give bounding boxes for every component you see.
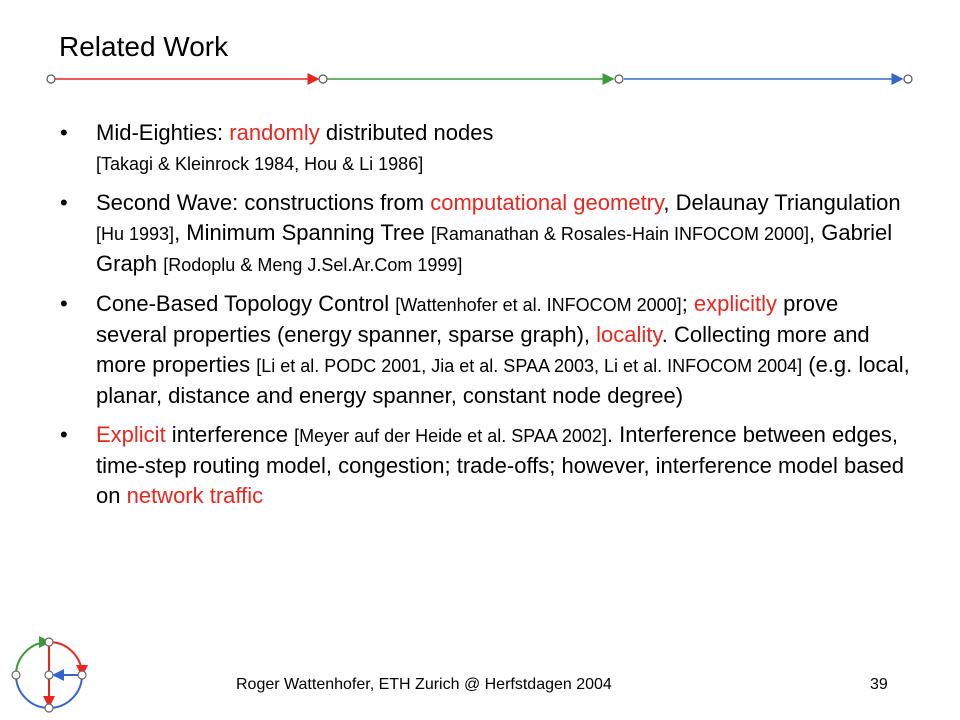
highlight-text: randomly: [229, 120, 320, 145]
citation: [Ramanathan & Rosales-Hain INFOCOM 2000]: [430, 224, 810, 244]
bullet-dot: •: [60, 422, 68, 447]
highlight-text: Explicit: [96, 422, 166, 447]
bullet-text: . Collecting more and more properties: [96, 322, 870, 377]
slide-title: Related Work: [59, 31, 229, 62]
footer-text: Roger Wattenhofer, ETH Zurich @ Herfstdagen 2004: [236, 676, 612, 693]
bullet-text: interference: [165, 422, 295, 447]
bullet-list: [60, 118, 910, 520]
bullet-text: ;: [681, 291, 694, 316]
bullet-text: , Delaunay Triangulation: [663, 190, 901, 215]
header-rule-graph-icon: [40, 64, 920, 94]
bullet-text: , Gabriel Graph: [96, 220, 893, 276]
highlight-text: locality: [596, 322, 662, 347]
highlight-text: explicitly: [693, 291, 778, 316]
bullet-text: , Minimum Spanning Tree: [174, 220, 431, 245]
bullet-text: . Interference between edges, time-step routing model, congestion; trade-offs; however, interference model based on: [96, 422, 904, 508]
highlight-text: network traffic: [126, 483, 264, 508]
bullet-cone-based: [60, 289, 910, 411]
bullet-second-wave: [60, 188, 910, 280]
graph-logo-icon: [6, 632, 92, 718]
citation: [Takagi & Kleinrock 1984, Hou & Li 1986]: [96, 154, 424, 174]
citation: [Rodoplu & Meng J.Sel.Ar.Com 1999]: [163, 255, 463, 275]
bullet-dot: •: [60, 190, 68, 215]
bullet-text: prove several properties (energy spanner, sparse graph),: [96, 291, 839, 347]
citation: [Li et al. PODC 2001, Jia et al. SPAA 2003, Li et al. INFOCOM 2004]: [256, 356, 803, 376]
bullet-interference: [60, 420, 910, 511]
highlight-text: computational geometry: [430, 190, 664, 215]
bullet-text: Second Wave: constructions from: [96, 190, 431, 215]
citation: [Wattenhofer et al. INFOCOM 2000]: [395, 295, 682, 315]
citation: [Hu 1993]: [96, 224, 175, 244]
bullet-text: Mid-Eighties:: [96, 120, 230, 145]
page-number: 39: [870, 676, 888, 693]
bullet-text: (e.g. local, planar, distance and energy spanner, constant node degree): [96, 352, 910, 408]
bullet-text: Cone-Based Topology Control: [96, 291, 396, 316]
bullet-mid-eighties: [60, 118, 910, 179]
bullet-dot: •: [60, 120, 68, 145]
citation: [Meyer auf der Heide et al. SPAA 2002]: [294, 426, 607, 446]
bullet-text: distributed nodes: [319, 120, 494, 145]
bullet-dot: •: [60, 291, 68, 316]
